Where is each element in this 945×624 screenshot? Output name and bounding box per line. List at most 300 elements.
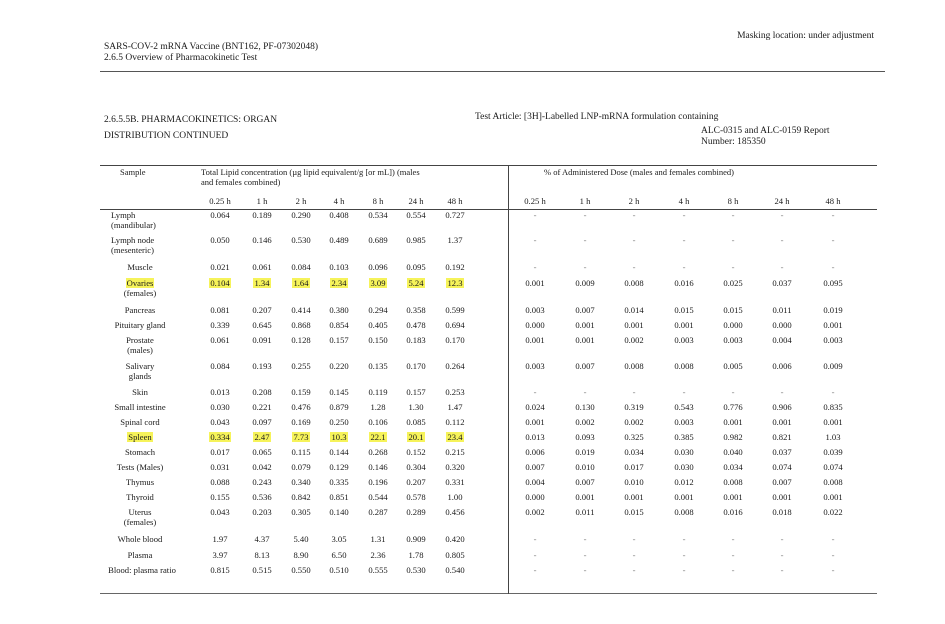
cell-value: 0.064: [210, 210, 230, 220]
cell-value: 0.097: [252, 417, 272, 427]
lipid-concentration-cell: [357, 210, 399, 220]
dose-timepoint-header: 24 h: [774, 196, 790, 206]
cell-value: 0.815: [210, 565, 230, 575]
cell-value: 0.339: [210, 320, 230, 330]
dose-percent-cell: 0.006: [525, 447, 545, 457]
lipid-concentration-header: [201, 167, 420, 187]
lipid-concentration-cell: [395, 492, 437, 502]
dose-percent-cell: 0.015: [723, 305, 743, 315]
lipid-concentration-cell: [357, 262, 399, 272]
cell-value: 0.021: [210, 262, 230, 272]
lipid-concentration-cell: [318, 361, 360, 371]
dose-percent-cell: 0.034: [624, 447, 644, 457]
dose-percent-cell: 0.001: [575, 335, 595, 345]
dose-percent-cell: -: [780, 210, 784, 220]
dose-percent-cell: -: [583, 550, 587, 560]
table-bottom-rule: [100, 593, 877, 594]
cell-value: 0.169: [291, 417, 311, 427]
lipid-concentration-cell: [434, 361, 476, 371]
lipid-concentration-cell: [199, 210, 241, 220]
lipid-concentration-cell: [280, 278, 322, 288]
dose-percent-cell: 0.001: [674, 320, 694, 330]
dose-percent-cell: 0.821: [772, 432, 792, 442]
cell-value: 0.985: [406, 235, 426, 245]
lipid-concentration-cell: [280, 492, 322, 502]
dose-percent-cell: 0.008: [674, 507, 694, 517]
dose-percent-cell: 0.319: [624, 402, 644, 412]
cell-value: 1.64: [293, 278, 309, 288]
document-subtitle: 2.6.5 Overview of Pharmacokinetic Test: [104, 53, 258, 63]
sample-qualifier: (mesenteric): [111, 245, 154, 255]
cell-value: 1.28: [370, 402, 386, 412]
section-title: [104, 112, 277, 144]
sample-label: Muscle: [127, 262, 153, 272]
dose-percent-cell: -: [731, 550, 735, 560]
lipid-concentration-cell: [199, 550, 241, 560]
cell-value: 0.091: [252, 335, 272, 345]
lipid-concentration-cell: [357, 278, 399, 288]
lipid-concentration-cell: [434, 565, 476, 575]
lipid-concentration-cell: [318, 507, 360, 517]
cell-value: 0.155: [210, 492, 230, 502]
dose-timepoint-header: 2 h: [628, 196, 640, 206]
dose-percent-cell: 0.002: [624, 335, 644, 345]
cell-value: 0.104: [210, 278, 230, 288]
lipid-concentration-cell: [280, 387, 322, 397]
cell-value: 0.489: [329, 235, 349, 245]
dose-percent-cell: 0.009: [823, 361, 843, 371]
dose-percent-cell: 0.008: [674, 361, 694, 371]
sample-label: Uterus: [128, 507, 152, 517]
dose-percent-cell: -: [682, 565, 686, 575]
dose-timepoint-header: 0.25 h: [524, 196, 546, 206]
dose-percent-cell: 0.982: [723, 432, 743, 442]
cell-value: 0.170: [445, 335, 465, 345]
dose-percent-cell: 0.008: [823, 477, 843, 487]
dose-timepoint-header: 4 h: [678, 196, 690, 206]
sample-label: Thymus: [125, 477, 155, 487]
lipid-concentration-cell: [199, 305, 241, 315]
dose-percent-cell: -: [583, 235, 587, 245]
dose-percent-cell: 0.001: [575, 320, 595, 330]
dose-percent-cell: 0.011: [575, 507, 595, 517]
cell-value: 1.47: [447, 402, 463, 412]
dose-percent-cell: 0.001: [525, 417, 545, 427]
cell-value: 0.868: [291, 320, 311, 330]
cell-value: 0.380: [329, 305, 349, 315]
lipid-concentration-cell: [357, 335, 399, 345]
dose-percent-cell: -: [780, 565, 784, 575]
lipid-concentration-cell: [199, 235, 241, 245]
cell-value: 0.096: [368, 262, 388, 272]
cell-value: 0.645: [252, 320, 272, 330]
dose-percent-cell: -: [583, 565, 587, 575]
lipid-concentration-cell: [241, 387, 283, 397]
lipid-concentration-cell: [241, 432, 283, 442]
sample-name: [100, 305, 180, 315]
sample-name: [100, 534, 180, 544]
lipid-concentration-cell: [199, 262, 241, 272]
lipid-concentration-cell: [434, 462, 476, 472]
dose-percent-cell: 0.130: [575, 402, 595, 412]
cell-value: 0.478: [406, 320, 426, 330]
lipid-concentration-cell: [241, 477, 283, 487]
dose-percent-cell: -: [831, 210, 835, 220]
cell-value: 8.13: [254, 550, 270, 560]
cell-value: 0.264: [445, 361, 465, 371]
cell-value: 0.243: [252, 477, 272, 487]
cell-value: 0.050: [210, 235, 230, 245]
lipid-concentration-cell: [318, 387, 360, 397]
cell-value: 0.013: [210, 387, 230, 397]
lipid-concentration-cell: [199, 492, 241, 502]
lipid-concentration-cell: [395, 477, 437, 487]
sample-label: Tests (Males): [116, 462, 164, 472]
dose-percent-cell: 0.002: [525, 507, 545, 517]
lipid-concentration-cell: [241, 534, 283, 544]
dose-percent-cell: 0.074: [823, 462, 843, 472]
lipid-timepoint-header: 0.25 h: [209, 196, 231, 206]
dose-timepoint-header: 1 h: [579, 196, 591, 206]
dose-percent-cell: 0.022: [823, 507, 843, 517]
lipid-concentration-cell: [280, 417, 322, 427]
sample-name: [100, 335, 180, 355]
dose-percent-cell: 0.004: [525, 477, 545, 487]
dose-percent-cell: -: [533, 534, 537, 544]
lipid-concentration-cell: [241, 550, 283, 560]
cell-value: 0.854: [329, 320, 349, 330]
cell-value: 0.334: [210, 432, 230, 442]
lipid-concentration-cell: [395, 235, 437, 245]
cell-value: 1.97: [212, 534, 228, 544]
lipid-concentration-cell: [434, 210, 476, 220]
sample-label: Lymph node: [111, 235, 155, 245]
cell-value: 0.290: [291, 210, 311, 220]
cell-value: 0.150: [368, 335, 388, 345]
lipid-concentration-cell: [241, 402, 283, 412]
lipid-concentration-cell: [357, 534, 399, 544]
lipid-concentration-cell: [280, 305, 322, 315]
cell-value: 0.879: [329, 402, 349, 412]
dose-percent-cell: -: [682, 387, 686, 397]
dose-percent-cell: 0.039: [823, 447, 843, 457]
dose-percent-cell: 0.010: [575, 462, 595, 472]
sample-label: Ovaries: [126, 278, 154, 288]
lipid-concentration-cell: [434, 235, 476, 245]
dose-percent-cell: -: [682, 235, 686, 245]
dose-percent-cell: 0.002: [575, 417, 595, 427]
masking-note: Masking location: under adjustment: [737, 31, 874, 41]
dose-percent-cell: 0.025: [723, 278, 743, 288]
cell-value: 0.157: [406, 387, 426, 397]
dose-percent-cell: -: [731, 235, 735, 245]
dose-percent-cell: -: [583, 210, 587, 220]
dose-percent-cell: 0.776: [723, 402, 743, 412]
lipid-concentration-cell: [318, 262, 360, 272]
cell-value: 0.414: [291, 305, 311, 315]
lipid-concentration-cell: [241, 320, 283, 330]
lipid-concentration-cell: [357, 402, 399, 412]
lipid-concentration-cell: [318, 402, 360, 412]
document-header: [104, 42, 318, 64]
lipid-concentration-cell: [357, 462, 399, 472]
sample-label: Spleen: [128, 432, 152, 442]
sample-label: Blood: plasma ratio: [108, 565, 176, 575]
table-top-rule: [100, 165, 877, 166]
cell-value: 0.555: [368, 565, 388, 575]
dose-percent-cell: -: [583, 262, 587, 272]
dose-percent-cell: -: [731, 262, 735, 272]
dose-percent-cell: 0.000: [525, 492, 545, 502]
lipid-concentration-cell: [199, 432, 241, 442]
lipid-concentration-cell: [434, 402, 476, 412]
lipid-concentration-cell: [357, 550, 399, 560]
sample-name: [100, 507, 180, 527]
sample-qualifier: (males): [127, 345, 153, 355]
lipid-concentration-cell: [318, 462, 360, 472]
lipid-concentration-cell: [395, 387, 437, 397]
cell-value: 0.578: [406, 492, 426, 502]
lipid-concentration-cell: [318, 492, 360, 502]
cell-value: 4.37: [254, 534, 270, 544]
sample-label: Salivary: [125, 361, 155, 371]
cell-value: 0.106: [368, 417, 388, 427]
dose-percent-cell: 0.007: [575, 361, 595, 371]
dose-percent-cell: 0.906: [772, 402, 792, 412]
table-column-separator: [508, 165, 509, 594]
cell-value: 0.115: [291, 447, 311, 457]
cell-value: 2.36: [370, 550, 386, 560]
cell-value: 0.085: [406, 417, 426, 427]
cell-value: 1.78: [408, 550, 424, 560]
lipid-concentration-cell: [199, 534, 241, 544]
lipid-concentration-cell: [395, 534, 437, 544]
sample-label: Lymph: [111, 210, 136, 220]
header-divider: [100, 71, 885, 72]
cell-value: 22.1: [370, 432, 386, 442]
dose-percent-cell: -: [533, 210, 537, 220]
sample-name: [100, 361, 180, 381]
cell-value: 0.331: [445, 477, 465, 487]
cell-value: 0.159: [291, 387, 311, 397]
sample-qualifier: (females): [123, 288, 157, 298]
dose-percent-cell: 0.001: [723, 417, 743, 427]
dose-percent-cell: -: [632, 534, 636, 544]
dose-timepoint-header: 8 h: [727, 196, 739, 206]
lipid-concentration-cell: [241, 462, 283, 472]
dose-percent-cell: 0.093: [575, 432, 595, 442]
lipid-concentration-cell: [318, 235, 360, 245]
dose-percent-cell: -: [831, 387, 835, 397]
sample-label: Whole blood: [117, 534, 163, 544]
lipid-concentration-cell: [318, 320, 360, 330]
dose-percent-cell: -: [831, 550, 835, 560]
cell-value: 1.31: [370, 534, 386, 544]
cell-value: 0.088: [210, 477, 230, 487]
sample-name: [100, 462, 180, 472]
cell-value: 0.081: [210, 305, 230, 315]
cell-value: 0.221: [252, 402, 272, 412]
dose-percent-cell: 0.001: [525, 278, 545, 288]
cell-value: 0.294: [368, 305, 388, 315]
dose-percent-cell: 0.011: [772, 305, 792, 315]
lipid-header-line2: and females combined): [201, 177, 281, 187]
cell-value: 0.851: [329, 492, 349, 502]
lipid-concentration-cell: [395, 447, 437, 457]
dose-percent-cell: 0.001: [624, 492, 644, 502]
lipid-concentration-cell: [357, 417, 399, 427]
lipid-concentration-cell: [434, 417, 476, 427]
lipid-concentration-cell: [434, 262, 476, 272]
lipid-concentration-cell: [199, 462, 241, 472]
dose-timepoint-header: 48 h: [825, 196, 841, 206]
dose-percent-cell: -: [533, 565, 537, 575]
dose-percent-cell: 0.010: [624, 477, 644, 487]
lipid-concentration-cell: [280, 550, 322, 560]
cell-value: 0.128: [291, 335, 311, 345]
lipid-concentration-cell: [199, 477, 241, 487]
cell-value: 0.030: [210, 402, 230, 412]
dose-percent-cell: 0.385: [674, 432, 694, 442]
cell-value: 0.193: [252, 361, 272, 371]
section-title-line1: 2.6.5.5B. PHARMACOKINETICS: ORGAN: [104, 115, 278, 125]
cell-value: 0.544: [368, 492, 388, 502]
sample-name: [100, 550, 180, 560]
dose-percent-cell: 0.006: [772, 361, 792, 371]
lipid-concentration-cell: [241, 361, 283, 371]
dose-percent-cell: -: [682, 262, 686, 272]
cell-value: 0.335: [329, 477, 349, 487]
cell-value: 0.268: [368, 447, 388, 457]
dose-percent-cell: -: [831, 565, 835, 575]
cell-value: 2.34: [331, 278, 347, 288]
lipid-concentration-cell: [318, 417, 360, 427]
cell-value: 0.540: [445, 565, 465, 575]
dose-percent-cell: -: [831, 262, 835, 272]
sample-name: [100, 262, 180, 272]
lipid-concentration-cell: [434, 432, 476, 442]
dose-percent-cell: -: [682, 550, 686, 560]
cell-value: 0.157: [329, 335, 349, 345]
cell-value: 5.40: [293, 534, 309, 544]
dose-percent-cell: 0.013: [525, 432, 545, 442]
sample-name: [100, 402, 180, 412]
cell-value: 0.196: [368, 477, 388, 487]
lipid-concentration-cell: [434, 550, 476, 560]
test-article-line2: ALC-0315 and ALC-0159 Report: [701, 126, 830, 136]
dose-percent-cell: 0.037: [772, 278, 792, 288]
dose-percent-cell: 0.017: [624, 462, 644, 472]
cell-value: 0.065: [252, 447, 272, 457]
dose-percent-cell: 0.001: [823, 492, 843, 502]
cell-value: 0.084: [210, 361, 230, 371]
cell-value: 0.287: [368, 507, 388, 517]
lipid-concentration-cell: [357, 305, 399, 315]
dose-percent-cell: 0.001: [674, 492, 694, 502]
cell-value: 0.550: [291, 565, 311, 575]
sample-name: [100, 492, 180, 502]
lipid-concentration-cell: [357, 361, 399, 371]
lipid-timepoint-header: 48 h: [447, 196, 463, 206]
cell-value: 5.24: [408, 278, 424, 288]
sample-name: [97, 565, 187, 575]
test-article-line1: Test Article: [3H]-Labelled LNP-mRNA formulation containing: [475, 112, 719, 122]
lipid-concentration-cell: [280, 462, 322, 472]
sample-name: [100, 417, 180, 427]
dose-percent-cell: 0.004: [772, 335, 792, 345]
sample-qualifier: (mandibular): [111, 220, 156, 230]
sample-label: Prostate: [126, 335, 154, 345]
dose-percent-cell: 0.019: [823, 305, 843, 315]
dose-percent-cell: -: [780, 550, 784, 560]
cell-value: 0.305: [291, 507, 311, 517]
cell-value: 0.043: [210, 507, 230, 517]
dose-percent-cell: 0.003: [525, 305, 545, 315]
sample-qualifier: (females): [123, 517, 157, 527]
lipid-concentration-cell: [199, 417, 241, 427]
lipid-concentration-cell: [434, 387, 476, 397]
dose-percent-cell: -: [632, 565, 636, 575]
cell-value: 0.103: [329, 262, 349, 272]
dose-percent-cell: 0.001: [772, 417, 792, 427]
cell-value: 0.146: [368, 462, 388, 472]
cell-value: 0.320: [445, 462, 465, 472]
lipid-concentration-cell: [199, 565, 241, 575]
dose-percent-cell: -: [780, 387, 784, 397]
cell-value: 0.530: [291, 235, 311, 245]
cell-value: 0.289: [406, 507, 426, 517]
lipid-concentration-cell: [395, 361, 437, 371]
dose-percent-cell: -: [682, 210, 686, 220]
test-article-details: [701, 126, 830, 148]
dose-percent-cell: -: [533, 550, 537, 560]
lipid-concentration-cell: [199, 320, 241, 330]
dose-percent-cell: 0.040: [723, 447, 743, 457]
lipid-concentration-cell: [241, 565, 283, 575]
dose-percent-cell: -: [632, 550, 636, 560]
lipid-concentration-cell: [395, 402, 437, 412]
lipid-concentration-cell: [318, 565, 360, 575]
lipid-concentration-cell: [241, 492, 283, 502]
cell-value: 0.340: [291, 477, 311, 487]
dose-percent-cell: 0.543: [674, 402, 694, 412]
dose-percent-cell: 0.003: [723, 335, 743, 345]
cell-value: 0.135: [368, 361, 388, 371]
dose-percent-cell: 0.008: [723, 477, 743, 487]
lipid-concentration-cell: [280, 565, 322, 575]
cell-value: 0.119: [368, 387, 388, 397]
lipid-concentration-cell: [318, 278, 360, 288]
lipid-concentration-cell: [318, 432, 360, 442]
dose-percent-cell: 0.024: [525, 402, 545, 412]
cell-value: 0.152: [406, 447, 426, 457]
lipid-concentration-cell: [318, 534, 360, 544]
lipid-concentration-cell: [434, 477, 476, 487]
lipid-concentration-cell: [241, 305, 283, 315]
dose-percent-cell: 0.835: [823, 402, 843, 412]
cell-value: 0.408: [329, 210, 349, 220]
lipid-concentration-cell: [199, 361, 241, 371]
cell-value: 20.1: [408, 432, 424, 442]
cell-value: 3.05: [331, 534, 347, 544]
cell-value: 0.405: [368, 320, 388, 330]
dose-percent-cell: 0.001: [772, 492, 792, 502]
lipid-concentration-cell: [357, 492, 399, 502]
dose-percent-cell: 0.000: [723, 320, 743, 330]
cell-value: 0.805: [445, 550, 465, 560]
dose-percent-cell: 0.016: [723, 507, 743, 517]
lipid-concentration-cell: [357, 507, 399, 517]
